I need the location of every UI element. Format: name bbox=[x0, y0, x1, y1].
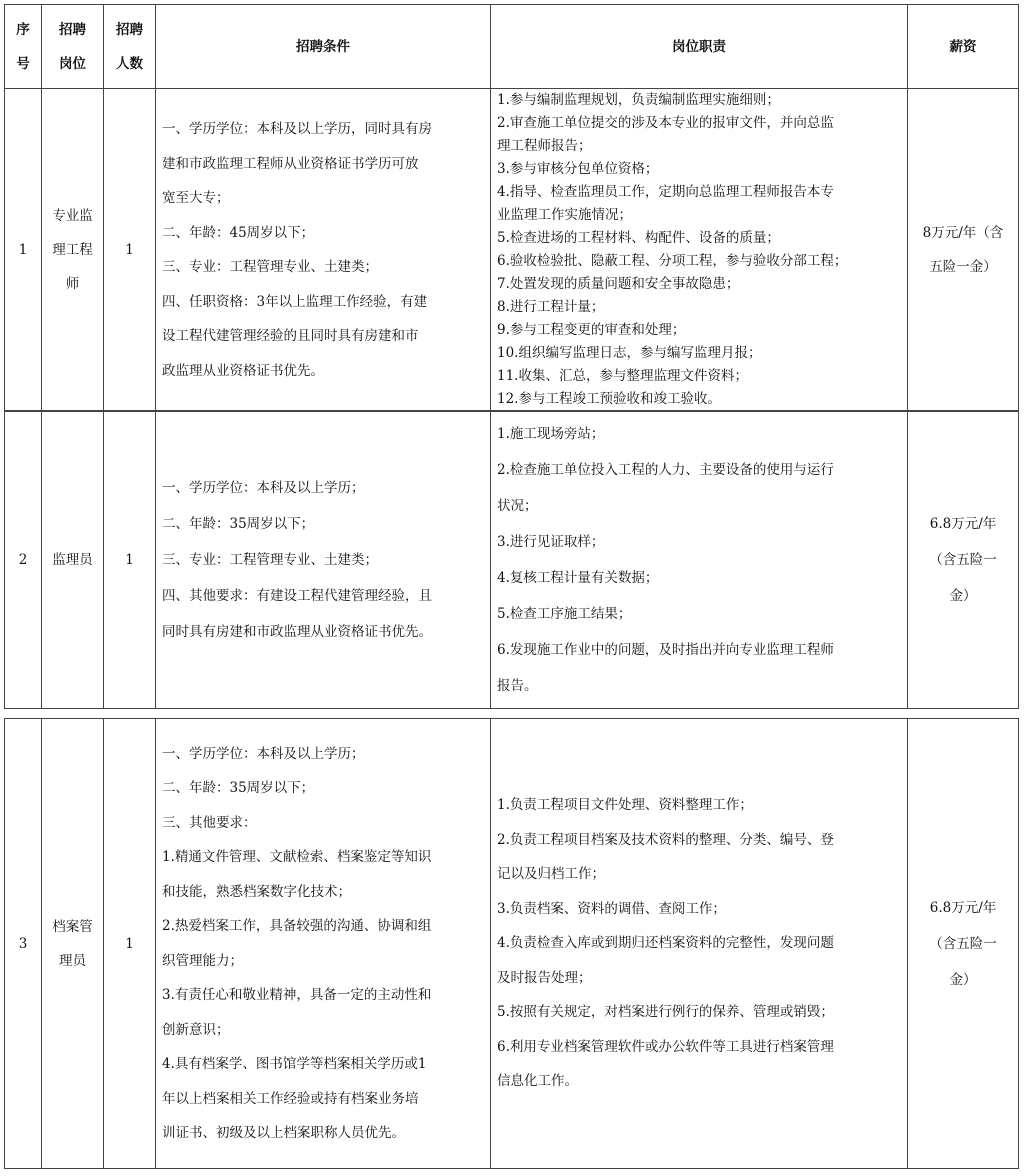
table-row bbox=[5, 89, 1019, 412]
header-position-line: 岗位 bbox=[59, 55, 86, 72]
duty-line: 5.按照有关规定，对档案进行例行的保养、管理或销毁； bbox=[497, 1004, 834, 1021]
header-count bbox=[104, 5, 156, 89]
duty-line: 5.检查工序施工结果； bbox=[497, 605, 632, 622]
duty-line: 信息化工作。 bbox=[497, 1073, 578, 1090]
duty-line: 报告。 bbox=[497, 677, 538, 694]
header-count-line: 招聘 bbox=[116, 21, 143, 38]
duty-line: 9.参与工程变更的审查和处理； bbox=[497, 322, 686, 338]
duty-line: 6.发现施工作业中的问题，及时指出并向专业监理工程师 bbox=[497, 641, 834, 658]
duty-line: 理工程师报告； bbox=[497, 138, 592, 154]
duty-line: 1.施工现场旁站； bbox=[497, 425, 605, 442]
row-conditions bbox=[156, 411, 491, 709]
condition-line: 二、年龄：35周岁以下； bbox=[162, 515, 315, 532]
condition-line: 建和市政监理工程师从业资格证书学历可放 bbox=[162, 155, 419, 172]
position-line: 理工程 bbox=[52, 242, 93, 258]
row-count: 1 bbox=[104, 719, 156, 1169]
condition-line: 三、专业：工程管理专业、土建类； bbox=[162, 259, 378, 275]
condition-line: 三、专业：工程管理专业、土建类； bbox=[162, 551, 378, 568]
duty-line: 2.检查施工单位投入工程的人力、主要设备的使用与运行 bbox=[497, 461, 834, 478]
duty-line: 11.收集、汇总，参与整理监理文件资料； bbox=[497, 368, 748, 384]
condition-line: 年以上档案相关工作经验或持有档案业务培 bbox=[162, 1090, 419, 1107]
header-position bbox=[42, 5, 104, 89]
salary-line: 6.8万元/年 bbox=[929, 899, 997, 916]
condition-line: 4.具有档案学、图书馆学等档案相关学历或1 bbox=[162, 1056, 427, 1072]
position-line: 专业监 bbox=[52, 208, 93, 224]
condition-line: 和技能，熟悉档案数字化技术； bbox=[162, 883, 351, 900]
duty-line: 记以及归档工作； bbox=[497, 866, 605, 883]
duty-line: 10.组织编写监理日志，参与编写监理月报； bbox=[497, 345, 762, 361]
condition-line: 二、年龄：35周岁以下； bbox=[162, 780, 315, 796]
duty-line: 4.复核工程计量有关数据； bbox=[497, 569, 659, 586]
row-position bbox=[42, 411, 104, 709]
row-duties bbox=[491, 89, 908, 412]
row-conditions bbox=[156, 89, 491, 412]
duty-line: 1.参与编制监理规划，负责编制监理实施细则； bbox=[497, 92, 780, 108]
condition-line: 一、学历学位：本科及以上学历； bbox=[162, 745, 365, 762]
condition-line: 织管理能力； bbox=[162, 952, 243, 969]
duty-line: 5.检查进场的工程材料、构配件、设备的质量； bbox=[497, 230, 780, 246]
duty-line: 3.参与审核分包单位资格； bbox=[497, 161, 659, 177]
salary-line: 金） bbox=[949, 971, 977, 988]
duty-line: 6.利用专业档案管理软件或办公软件等工具进行档案管理 bbox=[497, 1038, 834, 1055]
duty-line: 6.验收检验批、隐蔽工程、分项工程，参与验收分部工程； bbox=[497, 253, 848, 269]
duty-line: 及时报告处理； bbox=[497, 969, 592, 986]
condition-line: 二、年龄：45周岁以下； bbox=[162, 224, 315, 241]
position-line: 师 bbox=[65, 276, 80, 292]
duty-line: 2.负责工程项目档案及技术资料的整理、分类、编号、登 bbox=[497, 831, 834, 848]
header-position-line: 招聘 bbox=[59, 21, 86, 38]
duty-line: 状况； bbox=[497, 497, 538, 514]
position-line: 理员 bbox=[59, 952, 86, 969]
condition-line: 四、任职资格：3年以上监理工作经验，有建 bbox=[162, 293, 428, 310]
row-count: 1 bbox=[104, 89, 156, 412]
row-position bbox=[42, 719, 104, 1169]
condition-line: 一、学历学位：本科及以上学历，同时具有房 bbox=[162, 121, 432, 137]
duty-line: 3.进行见证取样； bbox=[497, 533, 605, 550]
condition-line: 2.热爱档案工作，具备较强的沟通、协调和组 bbox=[162, 918, 432, 934]
duty-line: 8.进行工程计量； bbox=[497, 299, 605, 315]
recruitment-table-part-2 bbox=[4, 410, 1019, 709]
row-salary bbox=[908, 89, 1019, 412]
duty-line: 业监理工作实施情况； bbox=[497, 207, 632, 223]
condition-line: 四、其他要求：有建设工程代建管理经验，且 bbox=[162, 587, 432, 604]
row-salary bbox=[908, 719, 1019, 1169]
salary-line: 8万元/年（含 bbox=[922, 225, 1004, 241]
header-seq-line: 序 bbox=[16, 21, 30, 38]
condition-line: 3.有责任心和敬业精神，具备一定的主动性和 bbox=[162, 987, 432, 1003]
salary-line: 金） bbox=[949, 587, 977, 604]
salary-line: （含五险一 bbox=[929, 935, 997, 952]
duty-line: 1.负责工程项目文件处理、资料整理工作； bbox=[497, 797, 753, 814]
condition-line: 1.精通文件管理、文献检索、档案鉴定等知识 bbox=[162, 849, 432, 865]
recruitment-table-part-1 bbox=[4, 4, 1019, 412]
condition-line: 创新意识； bbox=[162, 1021, 230, 1038]
position-line: 监理员 bbox=[52, 551, 93, 568]
salary-line: （含五险一 bbox=[929, 551, 997, 568]
header-count-line: 人数 bbox=[116, 55, 143, 72]
duty-line: 4.负责检查入库或到期归还档案资料的完整性，发现问题 bbox=[497, 935, 834, 952]
table-row bbox=[5, 719, 1019, 1169]
recruitment-table-part-3 bbox=[4, 718, 1019, 1169]
row-seq: 3 bbox=[5, 719, 42, 1169]
condition-line: 三、其他要求： bbox=[162, 814, 257, 831]
header-conditions: 招聘条件 bbox=[156, 5, 491, 89]
row-count: 1 bbox=[104, 411, 156, 709]
condition-line: 政监理从业资格证书优先。 bbox=[162, 362, 324, 379]
duty-line: 7.处置发现的质量问题和安全事故隐患； bbox=[497, 276, 740, 292]
condition-line: 一、学历学位：本科及以上学历； bbox=[162, 479, 365, 496]
position-line: 档案管 bbox=[52, 918, 93, 935]
row-salary bbox=[908, 411, 1019, 709]
duty-line: 12.参与工程竣工预验收和竣工验收。 bbox=[497, 391, 721, 407]
row-duties bbox=[491, 719, 908, 1169]
row-conditions bbox=[156, 719, 491, 1169]
condition-line: 宽至大专； bbox=[162, 190, 230, 206]
header-row bbox=[5, 5, 1019, 89]
header-seq bbox=[5, 5, 42, 89]
row-seq: 2 bbox=[5, 411, 42, 709]
duty-line: 2.审查施工单位提交的涉及本专业的报审文件，并向总监 bbox=[497, 115, 834, 131]
row-seq: 1 bbox=[5, 89, 42, 412]
table-row bbox=[5, 411, 1019, 709]
header-salary: 薪资 bbox=[908, 5, 1019, 89]
row-duties bbox=[491, 411, 908, 709]
condition-line: 设工程代建管理经验的且同时具有房建和市 bbox=[162, 328, 419, 344]
condition-line: 训证书、初级及以上档案职称人员优先。 bbox=[162, 1125, 405, 1141]
row-position bbox=[42, 89, 104, 412]
duty-line: 4.指导、检查监理员工作，定期向总监理工程师报告本专 bbox=[497, 184, 834, 200]
header-duties: 岗位职责 bbox=[491, 5, 908, 89]
salary-line: 五险一金） bbox=[929, 259, 997, 275]
header-seq-line: 号 bbox=[16, 55, 30, 72]
condition-line: 同时具有房建和市政监理从业资格证书优先。 bbox=[162, 623, 432, 640]
duty-line: 3.负责档案、资料的调借、查阅工作； bbox=[497, 900, 726, 917]
salary-line: 6.8万元/年 bbox=[929, 515, 997, 532]
